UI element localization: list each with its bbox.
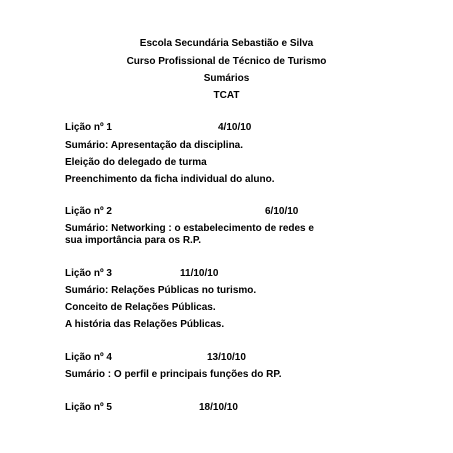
document-type: Sumários bbox=[203, 73, 250, 84]
lesson-4-summary-line: Sumário : O perfil e principais funções do RP. bbox=[65, 369, 282, 380]
lesson-3-number: Lição nº 3 bbox=[65, 268, 112, 279]
lesson-4-date: 13/10/10 bbox=[207, 352, 246, 363]
lesson-3-summary-line: Conceito de Relações Públicas. bbox=[65, 302, 216, 313]
lesson-1-summary-line: Preenchimento da ficha individual do aluno. bbox=[65, 174, 275, 185]
lesson-1-summary-line: Eleição do delegado de turma bbox=[65, 157, 207, 168]
lesson-2-summary-line: Sumário: Networking : o estabelecimento de redes e bbox=[65, 223, 314, 234]
lesson-3-date: 11/10/10 bbox=[180, 268, 219, 279]
lesson-2-summary-line: sua importância para os R.P. bbox=[65, 235, 201, 246]
lesson-1-number: Lição nº 1 bbox=[65, 122, 112, 133]
lesson-2-date: 6/10/10 bbox=[265, 206, 299, 217]
lesson-5-date: 18/10/10 bbox=[199, 402, 238, 413]
course-name: Curso Profissional de Técnico de Turismo bbox=[126, 56, 327, 67]
lesson-4-number: Lição nº 4 bbox=[65, 352, 112, 363]
lesson-3-summary-line: Sumário: Relações Públicas no turismo. bbox=[65, 285, 257, 296]
school-name: Escola Secundária Sebastião e Silva bbox=[139, 38, 314, 49]
subject-code: TCAT bbox=[213, 90, 240, 101]
lesson-5-number: Lição nº 5 bbox=[65, 402, 112, 413]
lesson-3-summary-line: A história das Relações Públicas. bbox=[65, 319, 225, 330]
lesson-1-date: 4/10/10 bbox=[218, 122, 252, 133]
lesson-2-number: Lição nº 2 bbox=[65, 206, 112, 217]
lesson-1-summary-line: Sumário: Apresentação da disciplina. bbox=[65, 140, 244, 151]
